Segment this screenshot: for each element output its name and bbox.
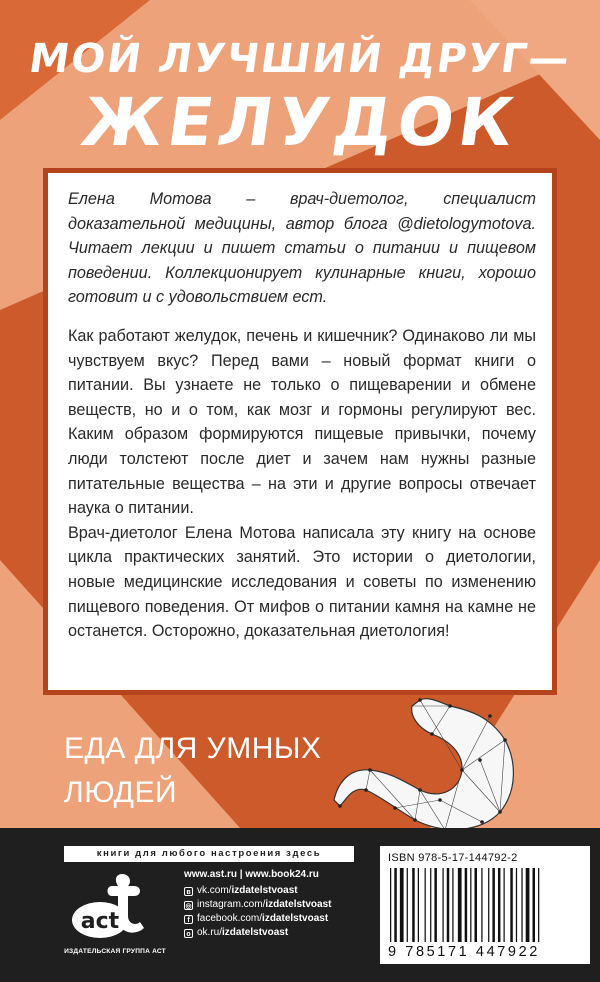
book-title-line1: МОЙ ЛУЧШИЙ ДРУГ—	[26, 36, 574, 82]
barcode-bar	[510, 868, 513, 942]
publisher-tagline: книги для любого настроения здесь	[64, 846, 354, 862]
barcode-bar	[498, 868, 501, 942]
barcode-bar	[442, 868, 443, 942]
barcode-bar	[390, 868, 391, 942]
barcode-bar	[418, 868, 419, 942]
instagram-icon: ◎	[185, 902, 192, 910]
barcode-bar	[425, 868, 426, 942]
social-link-facebook[interactable]: f facebook.com/izdatelstvoast	[184, 912, 384, 926]
barcode-bar	[465, 868, 468, 942]
barcode-bar	[492, 868, 495, 942]
odnoklassniki-icon: о	[184, 929, 193, 938]
ast-logo	[70, 872, 150, 942]
barcode-bar	[488, 868, 489, 942]
facebook-icon: f	[184, 915, 193, 924]
social-link-instagram[interactable]: ◎ instagram.com/izdatelstvoast	[185, 899, 332, 910]
publisher-websites[interactable]: www.ast.ru | www.book24.ru	[184, 869, 319, 880]
barcode-panel	[380, 846, 590, 964]
barcode-bar	[526, 868, 530, 942]
series-line2: ЛЮДЕЙ	[64, 776, 178, 809]
barcode-bar	[394, 868, 397, 942]
barcode-bar	[481, 868, 482, 942]
barcode-bar	[430, 868, 431, 942]
barcode-bar	[475, 868, 478, 942]
series-line1: ЕДА ДЛЯ УМНЫХ	[64, 732, 322, 765]
publisher-name: ИЗДАТЕЛЬСКАЯ ГРУППА АСТ	[64, 948, 166, 955]
isbn-number: ISBN 978-5-17-144792-2	[388, 852, 518, 864]
social-link-vk[interactable]: в vk.com/izdatelstvoast	[184, 884, 384, 898]
description-paragraph-2: Врач-диетолог Елена Мотова написала эту книгу на основе цикла практических занятий. Это истории о диетологии, новые медицинские исследования и советы по изменению пищевого поведения. От мифов о питании камня на камне не останется. Осторожно, доказательная диетология!	[68, 523, 536, 641]
barcode-digits: 9 785171 447922	[388, 944, 540, 960]
social-link-ok[interactable]: о ok.ru/izdatelstvoast	[184, 926, 384, 940]
vk-icon: в	[184, 887, 193, 896]
barcode-bar	[516, 868, 517, 942]
barcode-bar	[452, 868, 453, 942]
barcode-bar	[538, 868, 539, 942]
author-bio: Елена Мотова – врач-диетолог, специалист доказательной медицины, автор блога @dietologymotova. Читает лекции и пишет статьи о питании и пищевом поведении. Коллекционирует кулинарные книги, хорошо готовит и с удовольствием ест.	[68, 190, 536, 307]
barcode-bar	[400, 868, 404, 942]
barcode-bar	[458, 868, 462, 942]
barcode-bar	[434, 868, 437, 942]
book-title-line2: ЖЕЛУДОК	[76, 84, 524, 161]
barcode-bar	[521, 868, 522, 942]
description-paragraph-1: Как работают желудок, печень и кишечник? Одинаково ли мы чувствуем вкус? Перед вами – новый формат книги о питании. Вы узнаете не только о пищеварении и обмене веществ, но и о том, как мозг и гормоны регулируют вес. Каким образом формируются пищевые привычки, почему люди толстеют после диет и зачем нам нужны разные питательные вещества – на эти и другие вопросы отвечает наука о питании.	[68, 326, 536, 518]
barcode-bar	[533, 868, 536, 942]
logo-text: act	[80, 909, 120, 934]
barcode-bar	[470, 868, 471, 942]
barcode-bar	[407, 868, 408, 942]
barcode-bar	[504, 868, 505, 942]
barcode-bar	[412, 868, 415, 942]
barcode-bar	[447, 868, 450, 942]
